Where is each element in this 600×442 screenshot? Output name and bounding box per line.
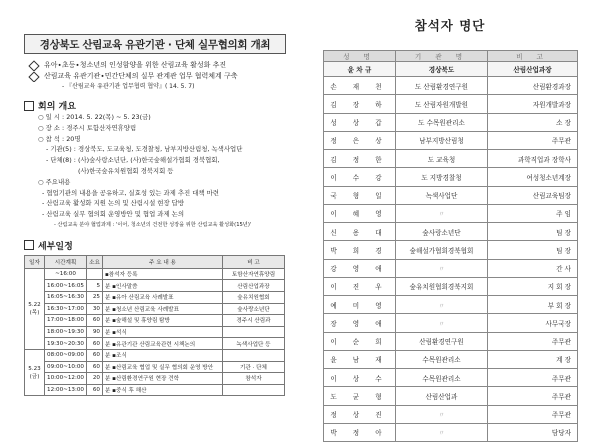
table-row [324, 296, 578, 314]
diamond-bullet-icon [28, 60, 39, 71]
attendee-name: 이 순 희 [324, 332, 396, 350]
square-bullet-icon [24, 101, 34, 111]
table-row [25, 349, 285, 361]
attendee-name: 이 진 우 [324, 277, 396, 295]
schedule-note [223, 349, 285, 361]
attendee-position: 팀 장 [488, 241, 578, 259]
group-header-row [324, 51, 578, 62]
table-header-row [25, 255, 285, 268]
schedule-date: 5.23 (금) [25, 349, 45, 395]
table-row [324, 95, 578, 113]
attendee-position: 간 사 [488, 259, 578, 277]
attendee-position: 산림환경과장 [488, 77, 578, 95]
attendee-org: 도 산림자원개발원 [396, 95, 488, 113]
table-row [324, 277, 578, 295]
overview-orgs: (사)한국숲유치원협회 경북지회 등 [78, 166, 174, 175]
attendee-position: 과학직업과 장학사 [488, 150, 578, 168]
attendee-name: 장 영 애 [324, 314, 396, 332]
column-header: 일자 [25, 255, 45, 268]
column-header: 비 고 [223, 255, 285, 268]
schedule-heading-text: 세부일정 [38, 241, 73, 252]
schedule-duration: 60 [87, 384, 103, 396]
attendee-name: 국 형 일 [324, 186, 396, 204]
overview-orgs: - 단체(8) : (사)숲사랑소년단, (사)한국숲해설가협회 경북협회, [46, 156, 220, 165]
table-row [324, 332, 578, 350]
overview-orgs: - 기관(5) : 경상북도, 도교육청, 도경찰청, 남부지방산림청, 녹색사업단 [46, 145, 243, 154]
table-row [324, 223, 578, 241]
schedule-content: 분 ▪중식 후 해산 [103, 384, 223, 396]
attendee-org: 〃 [396, 423, 488, 441]
purpose-section [24, 60, 286, 91]
overview-attendees: ○ 참 석 : 20명 [38, 134, 81, 143]
column-header: 윤 차 규 [324, 62, 396, 77]
schedule-time: 17:00~18:00 [45, 315, 87, 327]
schedule-duration: 90 [87, 326, 103, 338]
column-header: 산림산업과장 [488, 62, 578, 77]
schedule-heading [24, 239, 286, 252]
table-row [324, 369, 578, 387]
attendee-position: 주 임 [488, 204, 578, 222]
schedule-duration [87, 268, 103, 280]
attendee-position: 담당자 [488, 423, 578, 441]
schedule-note: 토함산자연휴양림 [223, 268, 285, 280]
table-row [324, 131, 578, 149]
table-row [324, 241, 578, 259]
table-row [324, 405, 578, 423]
schedule-time: 16:05~16:30 [45, 291, 87, 303]
agenda-title: ○ 주요내용 [38, 177, 71, 186]
group-header: 기 관 명 [396, 51, 488, 62]
attendee-position: 여성청소년계장 [488, 168, 578, 186]
schedule-time: 16:30~17:00 [45, 303, 87, 315]
attendee-position: 지 회 장 [488, 277, 578, 295]
purpose-text: 유아∙초등∙청소년의 인성함양을 위한 산림교육 활성화 추진 [44, 61, 227, 69]
attendee-org: 도 지방경찰청 [396, 168, 488, 186]
attendee-org: 숲사랑소년단 [396, 223, 488, 241]
purpose-item [24, 71, 286, 82]
schedule-duration: 30 [87, 303, 103, 315]
agenda-list [24, 188, 286, 220]
schedule-time: 09:00~10:00 [45, 361, 87, 373]
table-row [324, 314, 578, 332]
schedule-note: 숲유치원협회 [223, 291, 285, 303]
schedule-content: 분 ▪인사말씀 [103, 280, 223, 292]
column-header: 시간계획 [45, 255, 87, 268]
schedule-duration: 25 [87, 291, 103, 303]
attendee-position: 사무국장 [488, 314, 578, 332]
schedule-note: 숲사랑소년단 [223, 303, 285, 315]
right-page [323, 0, 577, 442]
attendee-position: 주무관 [488, 369, 578, 387]
attendee-org: 도 산림환경연구원 [396, 77, 488, 95]
overview-heading-text: 회의 개요 [38, 102, 76, 112]
attendee-name: 도 균 형 [324, 387, 396, 405]
attendee-name: 박 정 아 [324, 423, 396, 441]
schedule-time: ~16:00 [45, 268, 87, 280]
schedule-note: 녹색사업단 등 [223, 338, 285, 350]
overview-section [24, 112, 286, 231]
attendee-org: 녹색사업단 [396, 186, 488, 204]
attendee-position: 주무관 [488, 387, 578, 405]
attendee-position: 산림교육팀장 [488, 186, 578, 204]
schedule-content: 분 ▪숲해설 및 휴양림 탐방 [103, 315, 223, 327]
attendee-position: 계 장 [488, 350, 578, 368]
schedule-content: 분 ▪석식 [103, 326, 223, 338]
agenda-footnote: - 산림교육 분야 협업과제 : '이어, 청소년의 건전한 성장을 위한 산림교육 활성화(15년)' [54, 221, 252, 228]
attendee-name: 예 미 영 [324, 296, 396, 314]
schedule-content: ▪참석자 등록 [103, 268, 223, 280]
schedule-note: 참석자 [223, 373, 285, 385]
table-row [25, 303, 285, 315]
schedule-duration: 60 [87, 315, 103, 327]
attendee-name: 박 희 경 [324, 241, 396, 259]
table-row [25, 361, 285, 373]
table-row [25, 326, 285, 338]
table-row [25, 384, 285, 396]
column-header-row [324, 62, 578, 77]
attendee-name: 강 영 애 [324, 259, 396, 277]
attendee-org: 도 수목원관리소 [396, 113, 488, 131]
schedule-content: 분 ▪유아 산림교육 사례발표 [103, 291, 223, 303]
attendee-org: 수목원관리소 [396, 369, 488, 387]
group-header: 비 고 [488, 51, 578, 62]
schedule-time: 19:30~20:30 [45, 338, 87, 350]
schedule-table [24, 255, 285, 397]
attendee-org: 숲해설가협회경북협회 [396, 241, 488, 259]
attendee-name: 정 은 상 [324, 131, 396, 149]
schedule-time: 18:00~19:30 [45, 326, 87, 338]
schedule-time: 08:00~09:00 [45, 349, 87, 361]
square-bullet-icon [24, 240, 34, 250]
attendee-position: 주무관 [488, 332, 578, 350]
attendee-table [323, 50, 578, 442]
schedule-duration: 60 [87, 349, 103, 361]
schedule-date: 5.22 (목) [25, 268, 45, 349]
attendee-org: 수목원관리소 [396, 350, 488, 368]
agenda-item: - 산림교육 활성화 지원 논의 및 산림시설 현장 답방 [42, 199, 185, 208]
attendee-org: 남부지방산림청 [396, 131, 488, 149]
attendee-list-title: 참석자 명단 [414, 18, 486, 33]
attendee-name: 정 상 진 [324, 405, 396, 423]
attendee-name: 이 상 수 [324, 369, 396, 387]
table-row [25, 280, 285, 292]
attendee-name: 김 장 하 [324, 95, 396, 113]
table-row [324, 387, 578, 405]
table-row [25, 338, 285, 350]
attendee-name: 성 상 갑 [324, 113, 396, 131]
table-row [324, 423, 578, 441]
overview-heading [24, 99, 286, 112]
table-row [324, 77, 578, 95]
attendee-position: 소 장 [488, 113, 578, 131]
schedule-duration: 5 [87, 280, 103, 292]
schedule-time: 12:00~13:00 [45, 384, 87, 396]
attendee-name: 이 수 강 [324, 168, 396, 186]
attendee-org: 〃 [396, 296, 488, 314]
schedule-duration: 20 [87, 373, 103, 385]
attendee-org: 산림산업과 [396, 387, 488, 405]
attendee-org: 〃 [396, 314, 488, 332]
schedule-time: 10:00~12:00 [45, 373, 87, 385]
agenda-item: - 산림교육 실무 협의회 운영방안 및 협업 과제 논의 [42, 210, 185, 219]
schedule-note [223, 384, 285, 396]
table-row [324, 113, 578, 131]
attendee-org: 도 교육청 [396, 150, 488, 168]
left-page [24, 34, 286, 396]
attendee-org: 〃 [396, 405, 488, 423]
document-title: 경상북도 산림교육 유관기관 · 단체 실무협의회 개최 [24, 34, 286, 54]
table-row [25, 373, 285, 385]
schedule-note [223, 326, 285, 338]
diamond-bullet-icon [28, 71, 39, 82]
schedule-duration: 60 [87, 338, 103, 350]
agenda-item: - 협업기관의 내용을 공유하고, 실효성 있는 과제 추진 대책 마련 [42, 188, 219, 197]
overview-date: ○ 일 시 : 2014. 5. 22(목) ~ 5. 23(금) [38, 113, 151, 121]
schedule-content: 분 ▪산림교육 협업 및 실무 협의회 운영 방안 [103, 361, 223, 373]
schedule-content: 분 ▪조식 [103, 349, 223, 361]
schedule-time: 16:00~16:05 [45, 280, 87, 292]
attendee-name: 이 혜 영 [324, 204, 396, 222]
table-row [324, 259, 578, 277]
table-row [25, 315, 285, 327]
schedule-content: 분 ▪청소년 산림교육 사례발표 [103, 303, 223, 315]
agreement-note: - 『산림교육 유관기관 업무협력 협약』( 14. 5. 7) [62, 83, 195, 90]
attendee-org: 숲유치원협회경북지회 [396, 277, 488, 295]
table-row [324, 186, 578, 204]
attendee-position: 자원개발과장 [488, 95, 578, 113]
overview-place: ○ 장 소 : 경주시 토함산자연휴양림 [38, 123, 137, 132]
table-row [324, 204, 578, 222]
table-row [324, 350, 578, 368]
schedule-note: 산림산업과장 [223, 280, 285, 292]
table-row [324, 168, 578, 186]
attendee-org: 〃 [396, 259, 488, 277]
schedule-content: 분 ▪산림환경연구원 현장 견학 [103, 373, 223, 385]
attendee-org: 산림환경연구원 [396, 332, 488, 350]
purpose-text: 산림교육 유관기관∙민간단체의 실무 관계관 업무 협력체계 구축 [44, 72, 238, 80]
schedule-duration: 60 [87, 361, 103, 373]
attendee-position: 부 회 장 [488, 296, 578, 314]
purpose-item [24, 60, 286, 71]
schedule-content: 분 ▪유관기관 산림교육관련 시책논의 [103, 338, 223, 350]
table-row [25, 268, 285, 280]
column-header: 소요 [87, 255, 103, 268]
schedule-note: 기관 · 단체 [223, 361, 285, 373]
schedule-note: 경주시 산림과 [223, 315, 285, 327]
attendee-position: 팀 장 [488, 223, 578, 241]
attendee-name: 신 용 대 [324, 223, 396, 241]
group-header: 성 명 [324, 51, 396, 62]
attendee-position: 주무관 [488, 405, 578, 423]
attendee-position: 주무관 [488, 131, 578, 149]
table-row [324, 150, 578, 168]
attendee-org: 〃 [396, 204, 488, 222]
attendee-name: 김 정 한 [324, 150, 396, 168]
attendee-name: 윤 남 재 [324, 350, 396, 368]
attendee-name: 손 재 천 [324, 77, 396, 95]
column-header: 주 요 내 용 [103, 255, 223, 268]
table-row [25, 291, 285, 303]
column-header: 경상북도 [396, 62, 488, 77]
